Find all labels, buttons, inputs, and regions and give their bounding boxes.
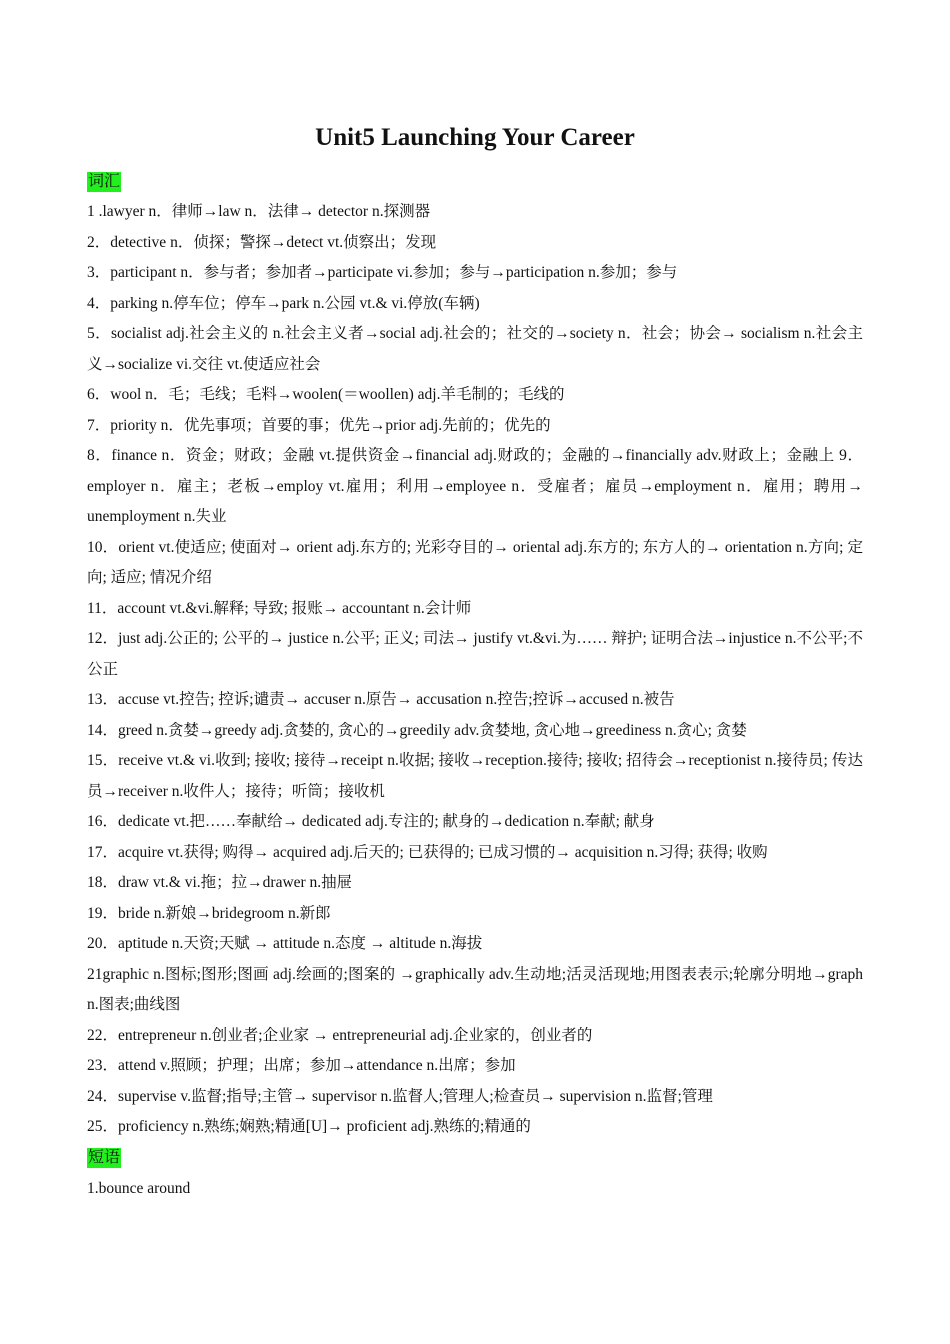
vocab-entry: 7．priority n．优先事项；首要的事；优先→prior adj.先前的；优先的: [87, 416, 551, 434]
vocab-entry: 17．acquire vt.获得; 购得→ acquired adj.后天的; 已获得的; 已成习惯的→ acquisition n.习得; 获得; 收购: [87, 843, 768, 861]
vocab-entry: 23．attend v.照顾；护理；出席；参加→attendance n.出席；参加: [87, 1057, 516, 1074]
vocab-entry: 24．supervise v.监督;指导;主管→ supervisor n.监督人;管理人;检查员→ supervision n.监督;管理: [87, 1087, 713, 1105]
vocab-entry: 13．accuse vt.控告; 控诉;谴责→ accuser n.原告→ accusation n.控告;控诉→accused n.被告: [87, 691, 675, 708]
vocab-entry: 8．finance n．资金；财政；金融 vt.提供资金→financial adj.财政的；金融的→financially adv.财政上；金融上 9．employer n．雇主；老板→employ vt.雇用；利用→employee n．受雇者；雇员→employment n．雇用；聘用→ unemployment n.失业: [87, 447, 863, 525]
vocab-entry: 3．participant n．参与者；参加者→participate vi.参加；参与→participation n.参加；参与: [87, 264, 678, 281]
vocab-section-header: [87, 166, 863, 197]
phrase-section-header: [87, 1143, 863, 1174]
phrase-entry: 1.bounce around: [87, 1179, 191, 1197]
phrase-list: [87, 1174, 863, 1205]
document-title: Unit5 Launching Your Career: [315, 124, 635, 151]
vocab-entry: 22．entrepreneur n.创业者;企业家 → entrepreneurial adj.企业家的，创业者的: [87, 1026, 593, 1044]
vocab-section-label: 词汇: [88, 172, 121, 190]
vocab-list: [87, 197, 863, 1143]
vocab-entry: 19．bride n.新娘→bridegroom n.新郎: [87, 904, 331, 922]
vocab-entry: 11．account vt.&vi.解释; 导致; 报账→ accountant n.会计师: [87, 599, 472, 617]
vocab-entry: 2．detective n．侦探；警探→detect vt.侦察出；发现: [87, 233, 437, 251]
vocab-entry: 25．proficiency n.熟练;娴熟;精通[U]→ proficient adj.熟练的;精通的: [87, 1118, 531, 1135]
vocab-entry: 4．parking n.停车位；停车→park n.公园 vt.& vi.停放(车辆): [87, 294, 480, 312]
vocab-entry: 20．aptitude n.天资;天赋 → attitude n.态度 → altitude n.海拔: [87, 935, 483, 952]
vocab-entry: 12．just adj.公正的; 公平的→ justice n.公平; 正义; 司法→ justify vt.&vi.为…… 辩护; 证明合法→injustice n.不公平;不公正: [87, 630, 863, 678]
vocab-entry: 10．orient vt.使适应; 使面对→ orient adj.东方的; 光彩夺目的→ oriental adj.东方的; 东方人的→ orientation n.方向; 定向; 适应; 情况介绍: [87, 538, 863, 586]
vocab-entry: 21graphic n.图标;图形;图画 adj.绘画的;图案的 →graphically adv.生动地;活灵活现地;用图表表示;轮廓分明地→graph n.图表;曲线图: [87, 965, 863, 1013]
vocab-entry: 14．greed n.贪婪→greedy adj.贪婪的, 贪心的→greedily adv.贪婪地, 贪心地→greediness n.贪心; 贪婪: [87, 721, 747, 739]
vocab-entry: 1 .lawyer n．律师→law n．法律→ detector n.探测器: [87, 203, 431, 220]
vocab-entry: 6．wool n．毛；毛线；毛料→woolen(＝woollen) adj.羊毛制的；毛线的: [87, 386, 565, 403]
vocab-entry: 18．draw vt.& vi.拖；拉→drawer n.抽屉: [87, 874, 353, 891]
vocab-entry: 15．receive vt.& vi.收到; 接收; 接待→receipt n.收据; 接收→reception.接待; 接收; 招待会→receptionist n.接待员; 传达员→receiver n.收件人；接待；听筒；接收机: [87, 752, 863, 800]
vocab-entry: 16．dedicate vt.把……奉献给→ dedicated adj.专注的; 献身的→dedication n.奉献; 献身: [87, 813, 655, 830]
document-page: [87, 118, 863, 1204]
phrase-section-label: 短语: [88, 1149, 121, 1166]
vocab-entry: 5．socialist adj.社会主义的 n.社会主义者→social adj.社会的；社交的→society n．社会；协会→ socialism n.社会主义→socialize vi.交往 vt.使适应社会: [87, 325, 863, 373]
